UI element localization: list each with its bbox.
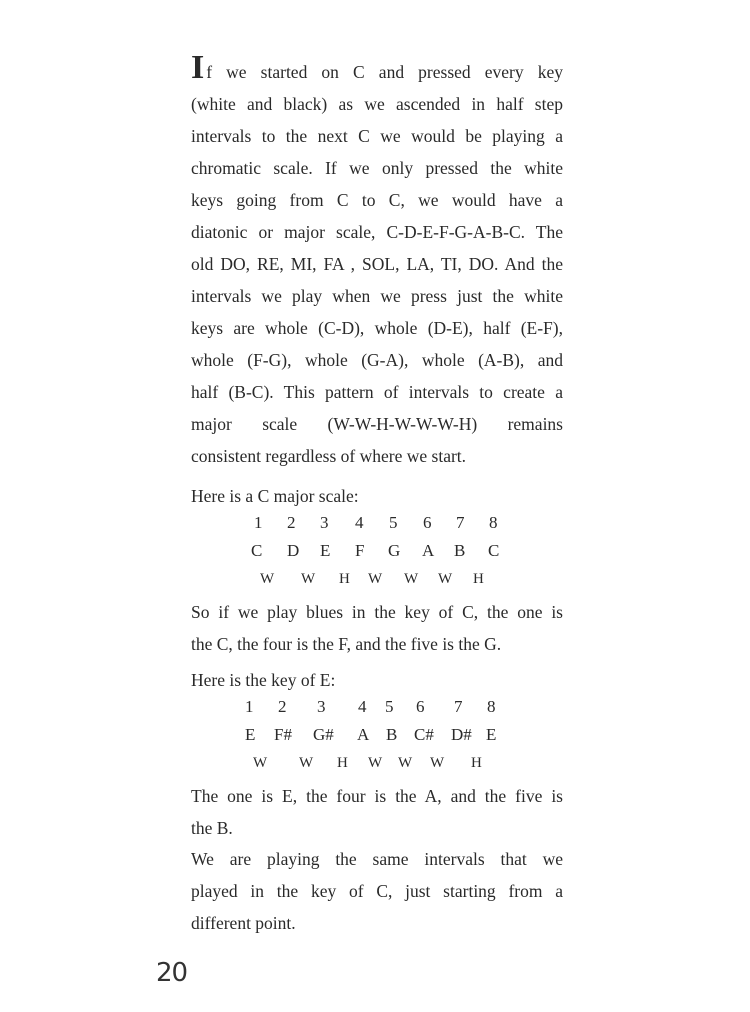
c-note: C xyxy=(251,541,263,560)
e-note: A xyxy=(357,725,370,744)
c-step: W xyxy=(438,571,453,587)
c-step: H xyxy=(339,571,350,587)
e-note: C# xyxy=(414,725,434,744)
closing-line-3: different point. xyxy=(191,913,296,933)
e-summary-line-2: the B. xyxy=(191,818,233,838)
c-degree: 1 xyxy=(254,513,263,532)
e-step: W xyxy=(299,755,314,771)
e-summary-paragraph xyxy=(191,780,563,844)
c-degree: 6 xyxy=(423,513,432,532)
e-step: W xyxy=(368,755,383,771)
e-note: G# xyxy=(313,725,334,744)
c-degree: 2 xyxy=(287,513,296,532)
c-scale-heading: Here is a C major scale: xyxy=(191,486,359,506)
e-degree: 5 xyxy=(385,697,394,716)
c-note: B xyxy=(454,541,466,560)
blues-c-paragraph xyxy=(191,596,563,660)
e-degree: 3 xyxy=(317,697,326,716)
e-note: E xyxy=(486,725,497,744)
c-step: W xyxy=(301,571,316,587)
intro-line-12: major scale (W-W-H-W-W-W-H) remains xyxy=(191,414,563,434)
e-degree: 4 xyxy=(358,697,367,716)
intro-line-2: (white and black) as we ascended in half step xyxy=(191,94,563,114)
e-scale-heading: Here is the key of E: xyxy=(191,670,336,690)
e-note: B xyxy=(386,725,398,744)
drop-cap: I xyxy=(191,49,205,86)
e-degree: 7 xyxy=(454,697,463,716)
page-number: 20 xyxy=(156,958,188,988)
e-note: D# xyxy=(451,725,472,744)
intro-line-6: diatonic or major scale, C-D-E-F-G-A-B-C. The xyxy=(191,222,563,242)
e-step: W xyxy=(430,755,445,771)
e-note: F# xyxy=(274,725,292,744)
c-degree: 7 xyxy=(456,513,465,532)
c-degree: 4 xyxy=(355,513,364,532)
c-step: W xyxy=(404,571,419,587)
blues-c-line-2: the C, the four is the F, and the five is the G. xyxy=(191,634,502,654)
c-degree: 5 xyxy=(389,513,398,532)
e-degree: 8 xyxy=(487,697,496,716)
c-note: D xyxy=(287,541,300,560)
intro-line-3: intervals to the next C we would be playing a xyxy=(191,126,563,146)
blues-c-line-1: So if we play blues in the key of C, the one is xyxy=(191,602,563,622)
e-note: E xyxy=(245,725,256,744)
e-step: W xyxy=(253,755,268,771)
c-note: G xyxy=(388,541,401,560)
intro-line-4: chromatic scale. If we only pressed the white xyxy=(191,158,563,178)
e-degree: 2 xyxy=(278,697,287,716)
intro-line-11: half (B-C). This pattern of intervals to create a xyxy=(191,382,563,402)
c-degree: 8 xyxy=(489,513,498,532)
e-step: W xyxy=(398,755,413,771)
e-degree: 1 xyxy=(245,697,254,716)
e-step: H xyxy=(337,755,348,771)
closing-paragraph xyxy=(191,843,563,939)
closing-line-2: played in the key of C, just starting from a xyxy=(191,881,563,901)
intro-line-9: keys are whole (C-D), whole (D-E), half (E-F), xyxy=(191,318,563,338)
intro-line-1: If we started on C and pressed every key xyxy=(191,49,563,86)
intro-line-13: consistent regardless of where we start. xyxy=(191,446,467,466)
c-degree: 3 xyxy=(320,513,329,532)
c-note: E xyxy=(320,541,331,560)
c-step: W xyxy=(368,571,383,587)
e-degree: 6 xyxy=(416,697,425,716)
intro-paragraph xyxy=(191,49,563,472)
intro-line-7: old DO, RE, MI, FA , SOL, LA, TI, DO. And the xyxy=(191,254,563,274)
c-step: W xyxy=(260,571,275,587)
c-note: F xyxy=(355,541,365,560)
c-step: H xyxy=(473,571,484,587)
intro-line-10: whole (F-G), whole (G-A), whole (A-B), and xyxy=(191,350,563,370)
e-step: H xyxy=(471,755,482,771)
c-note: A xyxy=(422,541,435,560)
closing-line-1: We are playing the same intervals that we xyxy=(191,849,563,869)
intro-line-5: keys going from C to C, we would have a xyxy=(191,190,563,210)
e-summary-line-1: The one is E, the four is the A, and the five is xyxy=(191,786,563,806)
intro-line-8: intervals we play when we press just the white xyxy=(191,286,563,306)
c-note: C xyxy=(488,541,500,560)
